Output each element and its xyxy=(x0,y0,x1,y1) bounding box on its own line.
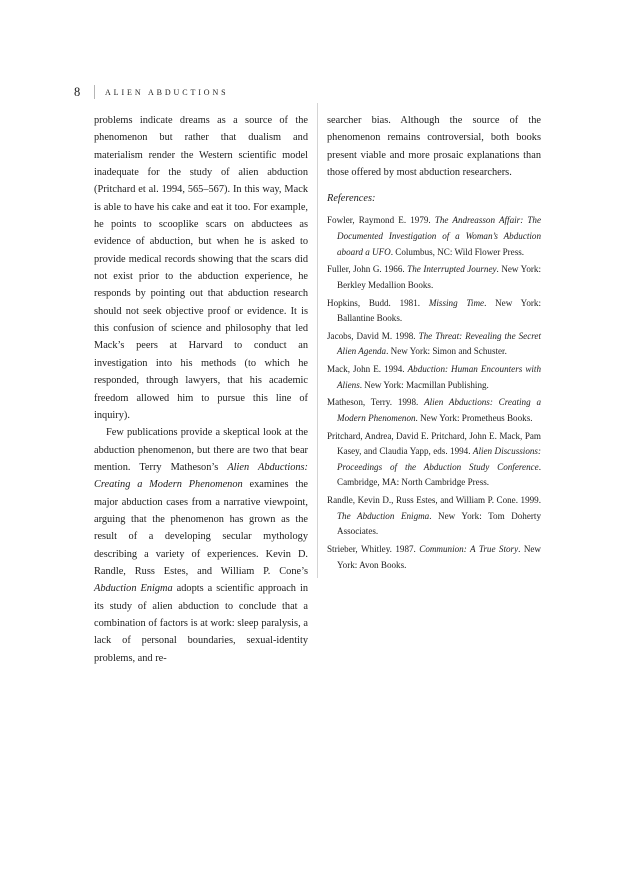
header-divider xyxy=(94,85,95,99)
body-paragraph: searcher bias. Although the source of the phenomenon remains controversial, both books present viable and more prosaic explanations than those offered by most abduction researchers. xyxy=(327,115,541,179)
paragraph-text: adopts a scientific approach in its study of alien abduction to conclude that a combination of factors is at work: sleep paralysis, a lack of personal boundaries, sexual-identity problems, and re- xyxy=(94,583,308,664)
book-title: Alien Abductions: Creating a Modern Phenomenon xyxy=(94,461,309,491)
reference-entry xyxy=(327,542,541,573)
reference-entry xyxy=(327,296,541,327)
reference-author: Randle, Kevin D., Russ Estes, and William P. Cone. 1999. xyxy=(327,495,541,506)
reference-author: Matheson, Terry. 1998. xyxy=(327,397,425,408)
reference-entry xyxy=(327,493,541,540)
book-title: Abduction Enigma xyxy=(94,583,173,595)
right-column xyxy=(327,112,541,573)
reference-entry xyxy=(327,329,541,360)
reference-author: Pritchard, Andrea, David E. Pritchard, John E. Mack, Pam Kasey, and Claudia Yapp, eds. 1994. xyxy=(327,430,541,457)
paragraph-text: Few publications provide a skeptical look at the abduction phenomenon, but there are two that bear mention. Terry Matheson’s xyxy=(94,427,308,473)
reference-title: The Threat: Revealing the Secret Alien Agenda xyxy=(337,330,541,357)
reference-publisher: . New York: Ballantine Books. xyxy=(337,297,541,324)
reference-publisher: . New York: Simon and Schuster. xyxy=(386,346,507,357)
reference-title: The Abduction Enigma xyxy=(337,510,430,521)
reference-title: Communion: A True Story xyxy=(419,544,519,554)
reference-publisher: . New York: Berkley Medallion Books. xyxy=(337,264,541,290)
reference-title: The Interrupted Journey xyxy=(407,264,497,275)
reference-publisher: . Cambridge, MA: North Cambridge Press. xyxy=(337,461,541,488)
reference-publisher: . New York: Prometheus Books. xyxy=(415,412,533,423)
reference-author: Hopkins, Budd. 1981. xyxy=(327,297,429,308)
left-column xyxy=(94,112,308,667)
reference-author: Strieber, Whitley. 1987. xyxy=(327,544,420,554)
reference-entry xyxy=(327,262,541,293)
reference-author: Jacobs, David M. 1998. xyxy=(327,330,419,341)
reference-entry xyxy=(327,362,541,393)
reference-author: Fowler, Raymond E. 1979. xyxy=(327,215,435,226)
reference-publisher: . New York: Tom Doherty Associates. xyxy=(337,510,541,537)
column-divider xyxy=(317,103,318,578)
paragraph-text: examines the major abduction cases from a narrative viewpoint, arguing that the phenomenon has grown as the result of a developing secular mythology describing a variety of experiences. Kevin D. Randle, Russ Estes, and William P. Cone’s xyxy=(94,479,308,577)
reference-title: Alien Abductions: Creating a Modern Phenomenon xyxy=(337,397,541,423)
reference-entry xyxy=(327,429,541,491)
reference-author: Fuller, John G. 1966. xyxy=(327,264,408,275)
reference-author: Mack, John E. 1994. xyxy=(327,364,408,375)
reference-publisher: . Columbus, NC: Wild Flower Press. xyxy=(390,246,525,257)
page-number: 8 xyxy=(74,84,81,99)
reference-publisher: . New York: Macmillan Publishing. xyxy=(359,379,489,390)
running-head xyxy=(74,84,229,100)
reference-entry xyxy=(327,395,541,426)
reference-title: The Andreasson Affair: The Documented Investigation of a Woman’s Abduction aboard a UFO xyxy=(337,215,541,257)
reference-entry xyxy=(327,213,541,260)
reference-publisher: . New York: Avon Books. xyxy=(337,544,541,570)
reference-title: Missing Time xyxy=(428,297,485,308)
body-paragraph: problems indicate dreams as a source of the phenomenon but rather that dualism and materialism render the Western scientific model inadequate for the study of alien abduction (Pritchard et al. 1994, 565–567). In this way, Mack is able to have his cake and eat it too. For example, he points to scooplike scars on abductees as evidence of abduction, but when he is asked to provide medical records showing that the scars did not exist prior to the abduction experience, he responds by pointing out that abduction research should not seek objective proof or evidence. It is this confusion of science and philosophy that led Mack’s peers at Harvard to conduct an investigation into his methods (to which he responded, through lawyers, that his academic freedom allowed him to pursue this line of inquiry). xyxy=(94,115,308,421)
references-heading: References: xyxy=(327,193,376,205)
references-list xyxy=(327,213,541,573)
body-paragraph xyxy=(94,424,308,667)
running-title: ALIEN ABDUCTIONS xyxy=(105,87,229,97)
reference-title: Abduction: Human Encounters with Aliens xyxy=(337,364,541,390)
reference-title: Alien Discussions: Proceedings of the Abduction Study Conference xyxy=(337,446,541,472)
